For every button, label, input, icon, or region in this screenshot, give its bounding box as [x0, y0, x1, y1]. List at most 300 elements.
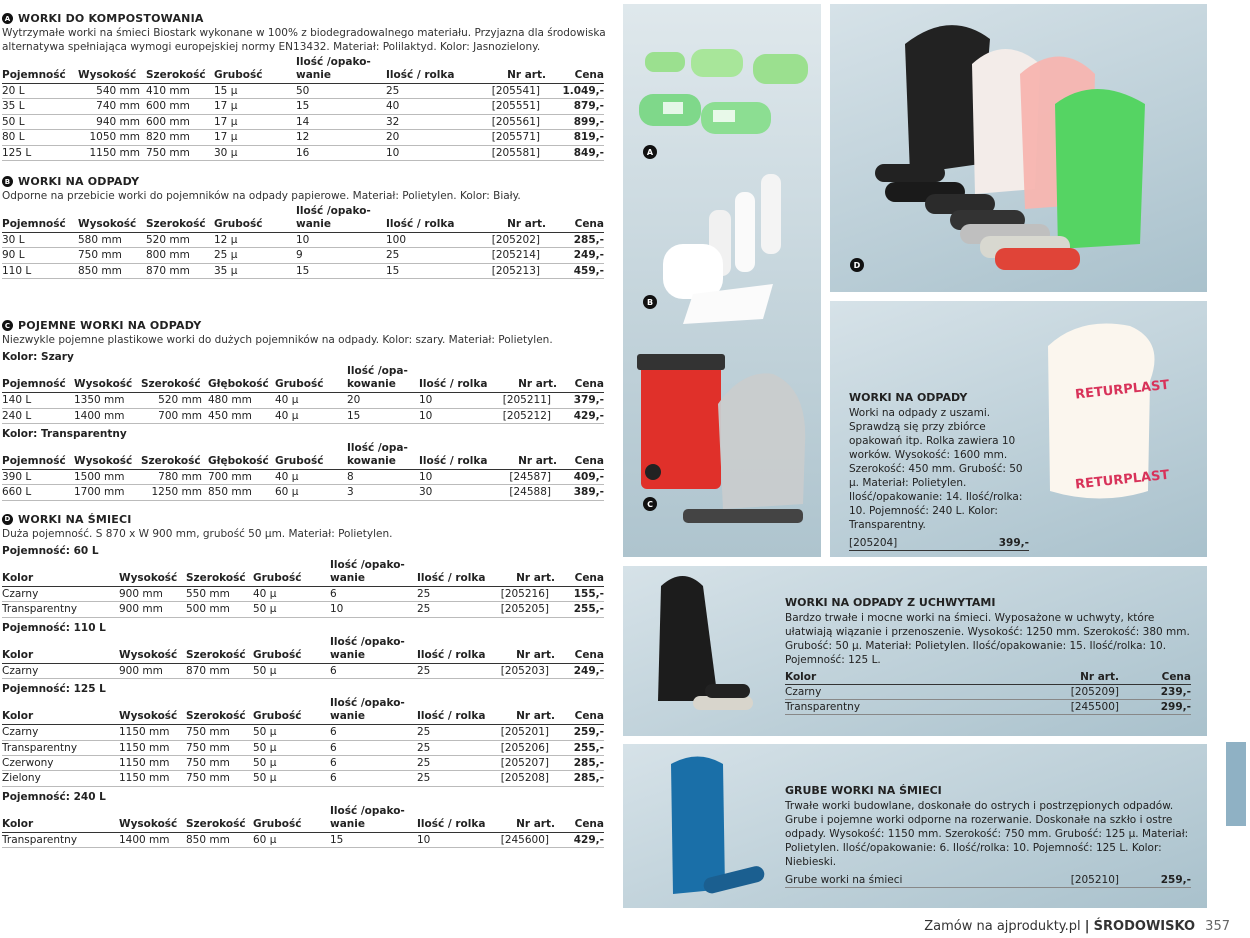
table-cell: 25 [417, 602, 495, 617]
table-cell: 20 L [2, 84, 78, 99]
letter-badge: D [2, 514, 13, 525]
table-row [2, 663, 604, 678]
column-header: Szerokość [141, 442, 208, 470]
column-header: Szerokość [146, 56, 214, 84]
column-header: Głębokość [208, 442, 275, 470]
column-header: Nr art. [495, 697, 555, 725]
table-cell: 249,- [555, 663, 604, 678]
table-cell: 6 [330, 586, 417, 601]
section-composting-bags [2, 12, 606, 161]
bag-rolls-illustration [623, 4, 821, 557]
column-header: Cena [546, 205, 604, 233]
table-trash-bags [2, 559, 604, 618]
table-trash-bags [2, 636, 604, 679]
table-row [2, 248, 604, 263]
table-cell: 16 [296, 145, 386, 160]
panel-handle-bags [623, 566, 1207, 736]
column-header: Nr art. [497, 442, 557, 470]
table-cell: 819,- [546, 130, 604, 145]
table-cell: 750 mm [78, 248, 146, 263]
table-cell: 30 L [2, 233, 78, 248]
table-cell: 14 [296, 114, 386, 129]
green-rolls-icon [639, 49, 808, 134]
badge-d: D [850, 258, 864, 272]
table-row [2, 114, 604, 129]
table-cell: 429,- [555, 832, 604, 847]
table-cell: [205203] [495, 663, 555, 678]
handle-bags-row: Czarny [205209] 239,- [785, 686, 1191, 698]
column-header: Wysokość [74, 442, 141, 470]
table-cell: Zielony [2, 771, 119, 786]
section-description: Duża pojemność. S 870 x W 900 mm, grubość 50 µm. Materiał: Polietylen. [2, 527, 393, 540]
returplast-price-row: [205204] 399,- [849, 537, 1029, 549]
column-header: Cena [555, 697, 604, 725]
table-cell: 17 µ [214, 130, 296, 145]
table-cell: 50 µ [253, 771, 330, 786]
table-cell: 1150 mm [119, 771, 186, 786]
thick-bags-row: Grube worki na śmieci [205210] 259,- [785, 874, 1191, 886]
table-cell: [205207] [495, 755, 555, 770]
column-header: Grubość [214, 56, 296, 84]
column-header: Cena [555, 636, 604, 664]
column-header: Ilość /opako-wanie [330, 697, 417, 725]
table-cell: 10 [386, 145, 476, 160]
table-cell: 800 mm [146, 248, 214, 263]
footer-section: ŚRODOWISKO [1093, 919, 1196, 934]
table-cell: 60 µ [275, 485, 347, 500]
table-cell: 40 µ [275, 470, 347, 485]
black-handle-bag-illustration [623, 566, 783, 736]
column-header: Kolor [2, 697, 119, 725]
table-row [2, 771, 604, 786]
table-cell: 459,- [546, 263, 604, 278]
table-cell: 1400 mm [74, 408, 141, 423]
handle-bags-info [785, 596, 1191, 715]
column-header: Pojemność [2, 442, 74, 470]
badge-b: B [643, 295, 657, 309]
column-header: Ilość / rolka [386, 205, 476, 233]
table-cell: 389,- [557, 485, 604, 500]
table-cell: [205202] [476, 233, 546, 248]
column-header: Ilość /opa-kowanie [347, 365, 419, 393]
table-cell: [205571] [476, 130, 546, 145]
section-description: Odporne na przebicie worki do pojemników na odpady papierowe. Materiał: Polietylen. Kolor: Biały. [2, 190, 521, 203]
table-cell: 6 [330, 663, 417, 678]
red-bin-icon [637, 354, 805, 523]
column-header: Nr art. [495, 636, 555, 664]
table-cell: 750 mm [186, 771, 253, 786]
table-trash-bags [2, 697, 604, 787]
table-cell: 10 [330, 602, 417, 617]
column-header: Grubość [253, 636, 330, 664]
column-header: Szerokość [186, 697, 253, 725]
group-label: Pojemność: 125 L [2, 683, 106, 696]
table-cell: 580 mm [78, 233, 146, 248]
column-header: Grubość [253, 559, 330, 587]
table-cell: 900 mm [119, 586, 186, 601]
table-cell: 379,- [557, 393, 604, 408]
column-header: Głębokość [208, 365, 275, 393]
table-cell: [205214] [476, 248, 546, 263]
table-cell: 32 [386, 114, 476, 129]
table-cell: 25 µ [214, 248, 296, 263]
section-paper-bags [2, 175, 606, 279]
column-header: Wysokość [78, 56, 146, 84]
column-header: Cena [555, 559, 604, 587]
table-cell: 1400 mm [119, 832, 186, 847]
table-cell: 10 [296, 233, 386, 248]
table-cell: 40 [386, 99, 476, 114]
table-cell: [205551] [476, 99, 546, 114]
table-cell: [205205] [495, 602, 555, 617]
table-cell: [205211] [497, 393, 557, 408]
table-cell: 940 mm [78, 114, 146, 129]
table-cell: 750 mm [146, 145, 214, 160]
table-cell: 50 [296, 84, 386, 99]
letter-badge: A [2, 13, 13, 24]
table-cell: Transparentny [2, 832, 119, 847]
table-cell: 850 mm [208, 485, 275, 500]
column-header: Szerokość [141, 365, 208, 393]
group-label: Pojemność: 240 L [2, 790, 106, 803]
letter-badge: B [2, 176, 13, 187]
table-cell: 520 mm [146, 233, 214, 248]
panel-product-image-d [830, 4, 1207, 292]
table-cell: 6 [330, 771, 417, 786]
panel-product-images-abc [623, 4, 821, 557]
table-cell: 100 [386, 233, 476, 248]
table-cell: 850 mm [78, 263, 146, 278]
table-cell: 155,- [555, 586, 604, 601]
table-cell: 20 [386, 130, 476, 145]
white-rolls-icon [663, 174, 781, 324]
returplast-desc: Worki na odpady z uszami. Sprawdzą się przy zbiórce opakowań itp. Rolka zawiera 10 worków. Wysokość: 1600 mm. Szerokość: 450 mm. Grubość: 50 µ. Materiał: Polietylen. Ilość/opakowanie: 14. Ilość/rolka: 10. Pojemność: 240 L. Kolor: Transparentny. [849, 407, 1023, 531]
table-cell: 1150 mm [78, 145, 146, 160]
table-cell: 15 [347, 408, 419, 423]
table-cell: [205201] [495, 725, 555, 740]
table-cell: 600 mm [146, 99, 214, 114]
table-cell: 17 µ [214, 114, 296, 129]
table-cell: 110 L [2, 263, 78, 278]
table-cell: Czarny [2, 586, 119, 601]
table-cell: 125 L [2, 145, 78, 160]
table-cell: 550 mm [186, 586, 253, 601]
table-cell: 520 mm [141, 393, 208, 408]
table-cell: 1.049,- [546, 84, 604, 99]
table-cell: 25 [417, 755, 495, 770]
table-cell: 750 mm [186, 755, 253, 770]
table-cell: 15 µ [214, 84, 296, 99]
section-description: Wytrzymałe worki na śmieci Biostark wykonane w 100% z biodegradowalnego materiału. Przyjazna dla środowiska alternatywa spełniająca wymogi europejskiej normy EN13432. Materiał: Polilaktyd. Kolor: Jasnozielony. [2, 27, 606, 53]
table-cell: [24588] [497, 485, 557, 500]
table-cell: 15 [330, 832, 417, 847]
table-cell: 1500 mm [74, 470, 141, 485]
table-paper [2, 205, 604, 279]
thick-bags-info [785, 784, 1191, 888]
section-tab-marker [1226, 742, 1246, 826]
table-cell: 90 L [2, 248, 78, 263]
table-cell: 1150 mm [119, 725, 186, 740]
table-cell: 1700 mm [74, 485, 141, 500]
table-cell: Czerwony [2, 755, 119, 770]
column-header: Nr art. [476, 56, 546, 84]
table-cell: 25 [417, 663, 495, 678]
table-cell: 740 mm [78, 99, 146, 114]
footer-page-number: 357 [1205, 919, 1230, 934]
table-row [2, 263, 604, 278]
column-header: Szerokość [186, 636, 253, 664]
table-cell: 15 [296, 99, 386, 114]
returplast-info [849, 391, 1029, 551]
table-cell: 25 [417, 725, 495, 740]
table-cell: 870 mm [186, 663, 253, 678]
table-cell: 50 µ [253, 755, 330, 770]
table-cell: 249,- [546, 248, 604, 263]
group-label: Pojemność: 110 L [2, 621, 106, 634]
panel-returplast [830, 301, 1207, 557]
letter-badge: C [2, 320, 13, 331]
table-row [2, 602, 604, 617]
table-cell: 850 mm [186, 832, 253, 847]
group-label: Kolor: Szary [2, 351, 74, 364]
table-cell: 240 L [2, 408, 74, 423]
product-tables [2, 8, 606, 852]
panel-thick-bags [623, 744, 1207, 908]
handle-bags-row: Transparentny [245500] 299,- [785, 701, 1191, 713]
section-title: A WORKI DO KOMPOSTOWANIA [2, 12, 606, 25]
table-row [2, 84, 604, 99]
table-cell: 80 L [2, 130, 78, 145]
table-cell: Czarny [2, 725, 119, 740]
table-cell: 750 mm [186, 725, 253, 740]
table-row [2, 470, 604, 485]
table-trash-bags [2, 805, 604, 848]
table-row [2, 145, 604, 160]
returplast-print-bottom: RETURPLAST [1074, 467, 1170, 493]
table-cell: 1050 mm [78, 130, 146, 145]
group-label: Pojemność: 60 L [2, 544, 99, 557]
table-cell: 50 µ [253, 725, 330, 740]
table-cell: 780 mm [141, 470, 208, 485]
column-header: Kolor [2, 559, 119, 587]
table-cell: 12 µ [214, 233, 296, 248]
table-composting [2, 56, 604, 161]
table-cell: 40 µ [275, 393, 347, 408]
table-cell: 1250 mm [141, 485, 208, 500]
table-cell: [24587] [497, 470, 557, 485]
table-cell: 429,- [557, 408, 604, 423]
table-cell: 25 [417, 586, 495, 601]
table-cell: 540 mm [78, 84, 146, 99]
table-cell: 820 mm [146, 130, 214, 145]
table-cell: 390 L [2, 470, 74, 485]
column-header: Wysokość [74, 365, 141, 393]
table-row [2, 408, 604, 423]
table-cell: 285,- [555, 755, 604, 770]
table-cell: 140 L [2, 393, 74, 408]
footer-site: Zamów na ajprodukty.pl [924, 919, 1081, 934]
table-row [2, 233, 604, 248]
table-cell: [205216] [495, 586, 555, 601]
column-header: Ilość / rolka [417, 559, 495, 587]
table-cell: 6 [330, 725, 417, 740]
table-large-bags [2, 365, 604, 424]
page-footer [924, 919, 1230, 934]
column-header: Pojemność [2, 365, 74, 393]
table-cell: 9 [296, 248, 386, 263]
table-cell: 60 µ [253, 832, 330, 847]
table-row [2, 740, 604, 755]
table-row [2, 99, 604, 114]
column-header: Grubość [253, 697, 330, 725]
table-cell: 35 µ [214, 263, 296, 278]
blue-bag-illustration [623, 744, 783, 908]
column-header: Ilość /opa-kowanie [347, 442, 419, 470]
table-cell: 25 [386, 248, 476, 263]
section-title: B WORKI NA ODPADY [2, 175, 606, 188]
table-cell: 410 mm [146, 84, 214, 99]
column-header: Wysokość [119, 805, 186, 833]
colored-bags-illustration [830, 4, 1207, 292]
table-cell: Transparentny [2, 740, 119, 755]
table-large-bags [2, 442, 604, 501]
column-header: Ilość /opako-wanie [330, 636, 417, 664]
column-header: Ilość /opako-wanie [296, 56, 386, 84]
column-header: Ilość / rolka [386, 56, 476, 84]
table-cell: 10 [419, 393, 497, 408]
section-trash-bags [2, 513, 606, 848]
table-cell: 849,- [546, 145, 604, 160]
column-header: Nr art. [497, 365, 557, 393]
table-cell: 900 mm [119, 602, 186, 617]
table-cell: 6 [330, 755, 417, 770]
column-header: Grubość [214, 205, 296, 233]
table-cell: [245600] [495, 832, 555, 847]
section-title: D WORKI NA ŚMIECI [2, 513, 606, 526]
table-cell: 35 L [2, 99, 78, 114]
table-cell: [205212] [497, 408, 557, 423]
thick-bags-desc: Trwałe worki budowlane, doskonałe do ostrych i postrzępionych odpadów. Grube i pojemne worki odporne na rozerwanie. Doskonałe na szkło i ostre odpady. Wysokość: 1150 mm. Szerokość: 750 mm. Grubość: 125 µ. Materiał: Polietylen. Ilość/opakowanie: 6. Ilość/rolka: 10. Pojemność: 125 L. Kolor: Niebieski. [785, 800, 1189, 868]
column-header: Pojemność [2, 56, 78, 84]
table-cell: 20 [347, 393, 419, 408]
table-cell: 879,- [546, 99, 604, 114]
table-cell: 10 [417, 832, 495, 847]
column-header: Grubość [275, 442, 347, 470]
table-cell: 17 µ [214, 99, 296, 114]
column-header: Ilość / rolka [417, 636, 495, 664]
column-header: Cena [546, 56, 604, 84]
column-header: Cena [557, 442, 604, 470]
table-row [2, 130, 604, 145]
table-cell: 500 mm [186, 602, 253, 617]
table-cell: 25 [386, 84, 476, 99]
table-cell: 30 [419, 485, 497, 500]
column-header: Szerokość [186, 559, 253, 587]
table-cell: 50 L [2, 114, 78, 129]
table-cell: [205213] [476, 263, 546, 278]
table-cell: 480 mm [208, 393, 275, 408]
table-cell: 3 [347, 485, 419, 500]
table-cell: 15 [296, 263, 386, 278]
table-cell: 1150 mm [119, 740, 186, 755]
table-cell: [205561] [476, 114, 546, 129]
column-header: Wysokość [119, 697, 186, 725]
section-large-bags [2, 319, 606, 501]
table-cell: 259,- [555, 725, 604, 740]
table-row [2, 725, 604, 740]
table-row [2, 485, 604, 500]
column-header: Nr art. [476, 205, 546, 233]
table-row [2, 755, 604, 770]
group-label: Kolor: Transparentny [2, 428, 127, 441]
table-cell: 10 [419, 408, 497, 423]
table-cell: 255,- [555, 740, 604, 755]
table-cell: 750 mm [186, 740, 253, 755]
table-cell: 1350 mm [74, 393, 141, 408]
table-cell: 899,- [546, 114, 604, 129]
table-cell: 900 mm [119, 663, 186, 678]
table-cell: 50 µ [253, 663, 330, 678]
column-header: Grubość [253, 805, 330, 833]
table-cell: 15 [386, 263, 476, 278]
column-header: Wysokość [119, 636, 186, 664]
table-cell: 870 mm [146, 263, 214, 278]
section-title: C POJEMNE WORKI NA ODPADY [2, 319, 606, 332]
column-header: Wysokość [78, 205, 146, 233]
thick-bags-title: GRUBE WORKI NA ŚMIECI [785, 784, 942, 797]
table-cell: 8 [347, 470, 419, 485]
column-header: Ilość / rolka [419, 365, 497, 393]
table-cell: 12 [296, 130, 386, 145]
column-header: Szerokość [146, 205, 214, 233]
badge-a: A [643, 145, 657, 159]
column-header: Pojemność [2, 205, 78, 233]
column-header: Ilość /opako-wanie [330, 805, 417, 833]
returplast-title: WORKI NA ODPADY [849, 391, 968, 404]
column-header: Kolor [2, 805, 119, 833]
table-cell: [205541] [476, 84, 546, 99]
table-cell: 40 µ [275, 408, 347, 423]
table-cell: [205581] [476, 145, 546, 160]
column-header: Ilość /opako-wanie [330, 559, 417, 587]
column-header: Nr art. [495, 805, 555, 833]
table-cell: 700 mm [208, 470, 275, 485]
column-header: Grubość [275, 365, 347, 393]
table-cell: 409,- [557, 470, 604, 485]
table-row [2, 832, 604, 847]
table-cell: 25 [417, 740, 495, 755]
table-cell: [205206] [495, 740, 555, 755]
table-cell: 40 µ [253, 586, 330, 601]
table-cell: 600 mm [146, 114, 214, 129]
column-header: Szerokość [186, 805, 253, 833]
table-cell: 1150 mm [119, 755, 186, 770]
column-header: Cena [557, 365, 604, 393]
table-cell: 50 µ [253, 740, 330, 755]
handle-bags-title: WORKI NA ODPADY Z UCHWYTAMI [785, 596, 996, 609]
table-cell: 30 µ [214, 145, 296, 160]
table-cell: 285,- [555, 771, 604, 786]
table-row [2, 393, 604, 408]
column-header: Ilość / rolka [417, 805, 495, 833]
table-cell: 255,- [555, 602, 604, 617]
table-cell: Transparentny [2, 602, 119, 617]
handle-bags-desc: Bardzo trwałe i mocne worki na śmieci. Wyposażone w uchwyty, które ułatwiają wiązanie i przenoszenie. Wysokość: 1250 mm. Szerokość: 380 mm. Grubość: 50 µ. Materiał: Polietylen. Ilość/opakowanie: 15. Ilość/rolka: 10. Pojemność: 125 L. [785, 612, 1190, 666]
badge-c: C [643, 497, 657, 511]
column-header: Ilość / rolka [419, 442, 497, 470]
table-row [2, 586, 604, 601]
table-cell: 25 [417, 771, 495, 786]
